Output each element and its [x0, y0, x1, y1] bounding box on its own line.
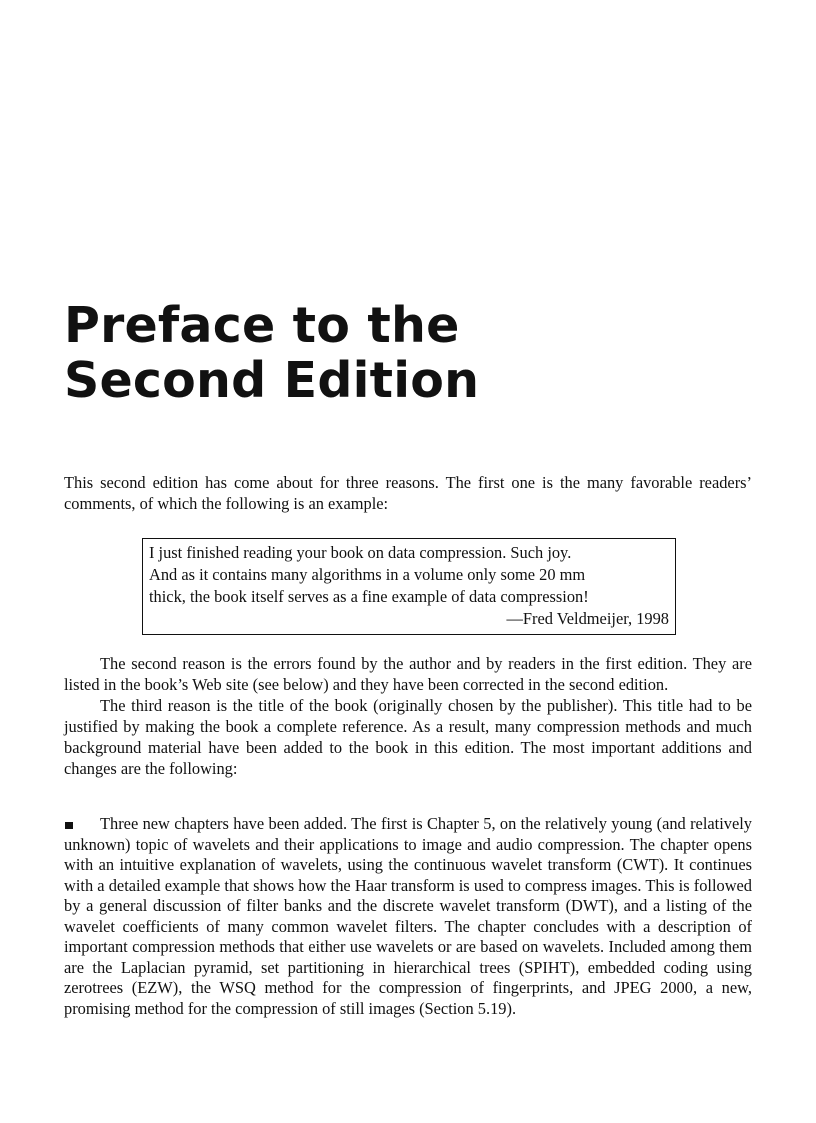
paragraph-third-reason: The third reason is the title of the book (originally chosen by the publisher). This title had to be justified by making the book a complete reference. As a result, many compression methods and much background material have been added to the book in this edition. The most important additions and changes are the following: [64, 696, 752, 778]
intro-paragraph: This second edition has come about for three reasons. The first one is the many favorable readers’ comments, of which the following is an example: [64, 473, 752, 513]
paragraph-second-reason: The second reason is the errors found by the author and by readers in the first edition. They are listed in the book’s Web site (see below) and they have been corrected in the second edition. [64, 654, 752, 694]
reader-quote-box [142, 538, 676, 635]
body-paragraphs [64, 653, 752, 779]
bullet-item-new-chapters: Three new chapters have been added. The first is Chapter 5, on the relatively young (and relatively unknown) topic of wavelets and their applications to image and audio compression. The chapter opens with an intuitive explanation of wavelets, using the continuous wavelet transform (CWT). It continues with a detailed example that shows how the Haar transform is used to compress images. This is followed by a general discussion of filter banks and the discrete wavelet transform (DWT), and a listing of the wavelet coefficients of many common wavelet filters. The chapter concludes with a description of important compression methods that either use wavelets or are based on wavelets. Included among them are the Laplacian pyramid, set partitioning in hierarchical trees (SPIHT), embedded coding using zerotrees (EZW), the WSQ method for the compression of fingerprints, and JPEG 2000, a new, promising method for the compression of still images (Section 5.19). [64, 814, 752, 1018]
chapter-title-line-1: Preface to the [64, 297, 460, 354]
quote-line-2: And as it contains many algorithms in a volume only some 20 mm [149, 565, 586, 584]
chapter-title-line-2: Second Edition [64, 352, 480, 409]
chapter-title [64, 298, 479, 408]
quote-line-3: thick, the book itself serves as a fine example of data compression! [149, 587, 589, 606]
quote-line-1: I just finished reading your book on data compression. Such joy. [149, 543, 572, 562]
quote-attribution: —Fred Veldmeijer, 1998 [506, 609, 669, 628]
